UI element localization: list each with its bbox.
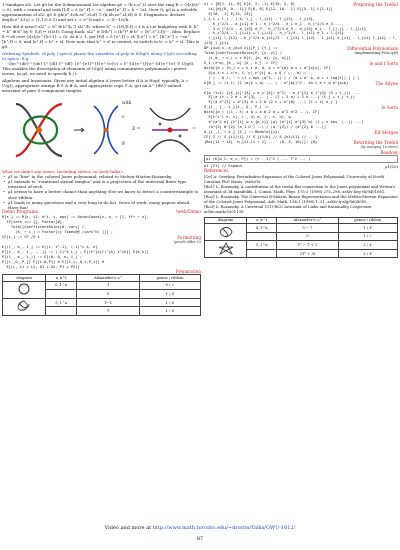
table-header: Alexander's ω⁺: [77, 275, 140, 281]
formatting-note: (pends differ O): [173, 239, 201, 244]
code-fe: With[{q = ((1 - t) a b + a b_2 a + a^2 a^2 ...}, CF[ E[t^i l ε, ε], (·, η) ε, (·, ε, η), q e^{a^2 w} {t^{i} w ε_{p_i}} [a] (e^{i} a^{3} b) (1 + ε eps (..)) ...] (a^{2} b^{2} (a_1 Q / ..) / (a ^{2}) / (a^{2} b ...)]: [204, 110, 364, 129]
table-cell: 0: [277, 232, 338, 241]
knot-diagram-cell: [205, 241, 247, 258]
table-cell: T² − T + 1: [277, 241, 338, 250]
table-header: diagram: [205, 217, 247, 223]
code-with: With[{a = (h_j x + h_i a, Q, q = e^{b} a x + a^{x}y], CF[ E[w_i ε + x^ε, ℓ, y] x^{t} ω, x Q / (·, α) ↦ ·, (·) - Q /, · ↦ (1 + eps (a^2...)) ) / (d + a' e, α + i log[t]) ] ] ]: [204, 65, 360, 80]
fig-label-z: Z =: [132, 127, 141, 133]
demo-programs-title: Demo Programs.: [2, 209, 40, 215]
ordering-symbols: Ordering Symbols. O(poly | specs) plants the variables of poly in S(hg0) along U(g0) according to specs. E.g.,: [2, 50, 197, 61]
le-sorts-label: le and f Sorts: [369, 60, 398, 66]
table-cell: T: [77, 307, 140, 316]
table-cell: [46, 307, 77, 316]
what-we-didnt-say: What we didn't say (more, including videos, in \web/Talks):: [2, 169, 124, 175]
adyne-row: [204, 81, 398, 91]
table-cell: T−1: [77, 298, 140, 307]
dp-note: (implementing P(∂x,∂y)f): [354, 51, 398, 56]
reference-item: [Ro1] L. Rozansky, A contribution of the trivial flat connection to the Jones polynomial and Witten's invariant of 3d manifolds, I, Comm. Math. Phys. 175-2 (1996) 275–296, arXiv:hep-th/9401061.: [204, 184, 396, 195]
code-rho: ρ1 [Z1] // Expand: [204, 163, 242, 168]
preparing-trefoil-label: Preparing the Trefoil: [353, 2, 398, 7]
table-header: diagram: [3, 275, 46, 281]
table-cell: 2 / ✗: [338, 249, 397, 258]
table-header: genus / ribbon: [338, 217, 397, 223]
table-cell: 1 / ✗: [140, 307, 201, 316]
code-rewrite: {Bxj[11 → 14] m_{i1,i1 → 1} ... (8, 2, 10))}; {8}: [204, 139, 318, 144]
knot-table-left: [2, 274, 201, 316]
code-h: h[B_] := (t-1) (2 (a(e + a) ... ) - e^{b})^2 - 4a t_e t_d e^{a+b} ...: [204, 80, 351, 90]
rewriting-label: Rewriting the Trefoil: [353, 139, 398, 145]
table-cell: 1: [77, 281, 140, 290]
table-header: n_k^t: [46, 275, 77, 281]
dp-row: [204, 51, 398, 61]
fig-label-g: g: [122, 140, 125, 146]
formatting-label: Formatting: [177, 234, 201, 240]
table-cell: 1 / ✓: [338, 232, 397, 241]
code-dp-head: DP_{a+d_x, a_{a+d_z}}[P_] [f_] :=: [204, 46, 278, 51]
bullet-item: • ρ1 leads to many questions and a very long to-do list. Years of work, many papers ahead. Have fun!: [2, 200, 201, 210]
table-row: [205, 241, 398, 250]
knot-diagram-cell: [205, 223, 247, 240]
trefoil-icon: [15, 299, 33, 313]
algebras-invariants: Algebras and Invariants. Given any initial algebra A (even better if A is Hopf; typically, A = U(g)), appropriate orange R ∈ A ⊗ A, and appropriate cups ∈ A, get an A^{⊗S}-valued invariant of pure S-component tangles:: [2, 77, 189, 93]
bullet-list: [2, 174, 201, 210]
tangle-diagram-icon: [2, 94, 201, 168]
table-cell: 0: [77, 290, 140, 299]
demo-programs-link[interactable]: \web/Demo: [175, 209, 201, 215]
code-sl: sl = {B[1, 11, 8] E[4, 2, -1] E[15, 5, 0] Li[{b[{R, 0, -1}] E[8, 8] E[12, 16, -1] E[[5, 1] L[1,1]] E[10, -1] E[13, 13]]: [204, 2, 333, 16]
table-cell: 5_1^a: [247, 241, 277, 250]
cinquefoil-knot-icon: [217, 242, 235, 256]
bullet-item: • ρ1 seems to have a better chance than anything else we know to detect a counterexample to slice-ribbon.: [2, 189, 201, 199]
knot-diagram-cell: [3, 298, 46, 315]
left-column: [2, 2, 201, 316]
figure-eight-knot-icon: [217, 225, 235, 239]
preparation-label: Preparation: [175, 269, 201, 275]
table-header: n_k^t: [247, 217, 277, 223]
fig-label-with: with: [122, 100, 132, 106]
tangle-figure: [2, 94, 201, 168]
table-cell: 2T³ + 3t: [277, 249, 338, 258]
code-cf: CF[ε_] := CF /@ ε: [2, 234, 40, 239]
table-row: [3, 281, 201, 290]
table-cell: 3_1^a: [46, 298, 77, 307]
footer-text: Video and more at: [104, 525, 153, 531]
table-cell: [46, 290, 77, 299]
rho-result: ρ1(O₃): [385, 163, 398, 169]
rewriting-note: (by merging 16 elves): [360, 144, 398, 149]
reference-item: [Ro2] L. Rozansky, The Universal R-Matrix, Burau Representation and the Melvin-Morton Expansion of the Colored Jones Polynomial, Adv. Math. 134-1 (1998) 1–31, arXiv:q-alg/9604005.: [204, 194, 398, 205]
trefoil-prep-row: [204, 2, 398, 17]
how-did-it-arise: How did it arise? sl2⁺ = b⁺ ⊕ b⁺/h ⊃ sl2⁺/h, where b⁺ = ⟨l,f⟩/[l,f] = f is a Lie bialgebra with δ: b⁺ → b⁺ ⊗ b⁺ by δ: (l,f) ↦ ε(l∧f). Going back, sl2⁺ ≅ D(b⁺) = (b⁺)* ⊕ b⁺ = ⟨b⁺,e⁺,l,f⟩/⋯. Idea. Replace δ → εδ over Q[ε]/(ε^{k+1} = 0). At k = 1, get [f,f] = f, [e⁺,f] = εf, [l,e⁺] = e⁺, [b⁺,e⁺] = −εe⁺, [b⁺,f] = 0, and [e⁺,f] = b⁺ + εl. Now note that b⁺ + εl is central, so switch to b := b⁺ + εl. This is g0.: [2, 23, 200, 50]
table-cell: 2 / ✗: [338, 241, 397, 250]
table-cell: 1 / ✗: [140, 298, 201, 307]
table-cell: 1 / ✗: [140, 290, 201, 299]
table-cell: 0_1^a: [46, 281, 77, 290]
table-cell: 1 / ✗: [338, 223, 397, 232]
fe-sorts-label: fe Sorts: [381, 105, 398, 111]
knot-table-right: [204, 217, 398, 259]
readout-label: Readout: [380, 149, 398, 155]
table-row: [3, 298, 201, 307]
table-cell: 0 / ✓: [140, 281, 201, 290]
code-dp: Total[CoefficientRules[P, {x, y}] /. (i_m_ → c_) ↦ c D[f, {x, m}, {y, n}]]: [204, 51, 291, 61]
elf-merges-label: Elf Merges: [374, 129, 398, 135]
code-h2: E[a (t+1) {(E_{i}^{3} + e_i^{4}) e^2) - e_j^{3} e_j^{4} (3 + t_j)} ... E[(a (t + 2 a + a^{3} ... ) - (1 + 2 a) + 2 k ...] (t_j + t_j t_j) E[(a e^{3} + a^{3} a + 2 b (2 t + e^{b} ...) (1 + t) e_j ]: [204, 90, 360, 105]
code-sum: S_i_(z→w)_[a_, w] [e_, ε_] := CF[: [204, 60, 278, 65]
adyne-label: The Adyne: [375, 80, 398, 86]
ordering-equation: O(e^{de}^{de} l^{dl} f^{df} | f^{e}l^{f}e^{e}c) = f^{d}e^{f}e^{d}e^{e} ∈ U(g0).: [8, 61, 195, 67]
table-cell: [247, 249, 277, 258]
ordering-description: This enables the description of elements of U(g0) using commutative polynomials / power series. In g0, no need to specify h / t.: [2, 66, 187, 77]
code-block-e: E[(l_, e_, i_] := E[(i, i^-1], (-1)^i e, e] E[[ε_, e_, i_, ...]] := (-1)^k L_j ; E[(t^{i}r)^{k} ε^{k}] E[k_s]] E[(l_, e_, i_)] := E[(0, 0, e, i_] ; E[[L_,Q_,P_]] E[[L,Q,P]] ≡ E[[L_i,,Q_i,P_i]] ≡ E[[L, i1 + L2, Q1 + Q2, P1 + P2]]: [2, 244, 149, 269]
reference-item: [Ro3] L. Rozansky, A Universal U(1)-RCC Invariant of Links and Rationality Conjecture, arXiv:math/0201139.: [204, 204, 373, 215]
code-elf-head: m_{i_,j_ → k_} [Z_] := Module[{x},: [204, 129, 280, 134]
table-cell: [247, 232, 277, 241]
bullet-item: • ρ1 extends to "rotational virtual tangles" and is a projection of the universal finite type invariant of such.: [2, 179, 201, 189]
table-header: Alexander's ω⁺: [277, 217, 338, 223]
diff-poly-label: Differential Polynomials: [347, 46, 398, 52]
fig-label-equals: =: [192, 127, 196, 133]
code-block-union: R[ε_] := R[ε, i1, e^i, i, eps] := UnionCases[ε, n_ ↦ [I, ff→ → n], IF[vars === {}, Factor[#], Total[CoefficientRules[#, vars] /. (k_ → c_) ↦ Factor[c] Times@@ (vars^k) ]]] ;: [2, 215, 149, 234]
knot-diagram-cell: [3, 281, 46, 298]
references-title: References.: [204, 169, 230, 175]
bullet-item: • ρ1 is "line" in the colored Jones polynomial; related to Melvin-Morton-Rozansky.: [2, 174, 201, 179]
page-number: 87: [196, 536, 204, 542]
code-elf: CF[ Z // S_{i1/j1} // S_{j1/k} // S_{k1/i1} // ...]: [204, 134, 318, 139]
code-readout: ρ1 (K[w_1, e_i, P]) = (t - 1)^2 ( ... T^2 ... ): [204, 155, 398, 163]
table-cell: 3 − 7: [277, 223, 338, 232]
smidgen-intro: 1-Smidgen sl2. Let g0 be the 4-dimensional Lie algebra g0 = ⟨b,c,u⁺,l⟩ over the ring R = Q[ε]/(ε² = 0), with c central and with [l,f] = f, [e⁺,f] = −e⁻, and [e⁺,f] = h − 2εl. Over Q, g0 is a solvable approximation of sl2: g0 ≅ gb⟨e⁺,f,eh,εe⁺,εl,εf⟩ ⊃ (h,eh,εe⁺,εl,εf) ≅ 0. Pragmatics: declare deg(b,e⁺,l,f,ε) = (1,1,0,0,1) and set t := e^b and c := (t−1ε)/h.: [2, 2, 200, 23]
footer: [0, 525, 400, 531]
fig-label-nu: ν: [122, 114, 125, 120]
footer-url-link[interactable]: http://www.math.toronto.edu/~drorbn/Talks/GWU-1612/: [152, 525, 296, 531]
table-header: genus / ribbon: [140, 275, 201, 281]
unknot-icon: [15, 282, 33, 296]
references: [204, 170, 398, 215]
code-fe-head: S_{i_, j_, ε_}[t_, Q_, P_] :=: [204, 105, 269, 110]
code-list: L_i_i + l_j - l_k, l_j - l_{i1} - l_{i2} - l_{i3}, - h_j^2/2 - a_{i1} e_1 - h_j^2/4 - e_1 e_2 - h_j^2/4 e_3 ..., - 3 h_j^2/4 - a_{i3} e_3 - h_j^2/4 e_5 - a_{i3} e_i - l_{j,j} - l_{j+1} - h_j^2/4 - l_{j+1} + l_{j+3} - h_j^2/4 - l_{i1} e_1 + l_{i1} l_{i1} l_{i2} - h_j^2/4 e_{i1}/2 - l_{i1} l_{i2} - l_{i1} e_{i1} - l_{i1} l_{i2} - l_{i3} l_{i1}: [204, 16, 398, 46]
table-cell: 4_1^a: [247, 223, 277, 232]
reference-item: [Ov] A. Overbay, Perturbative Expansion of the Colored Jones Polynomial, University of North Carolina PhD thesis, \web/Ov.: [204, 174, 385, 185]
table-row: [205, 223, 398, 232]
right-column: [204, 2, 398, 258]
